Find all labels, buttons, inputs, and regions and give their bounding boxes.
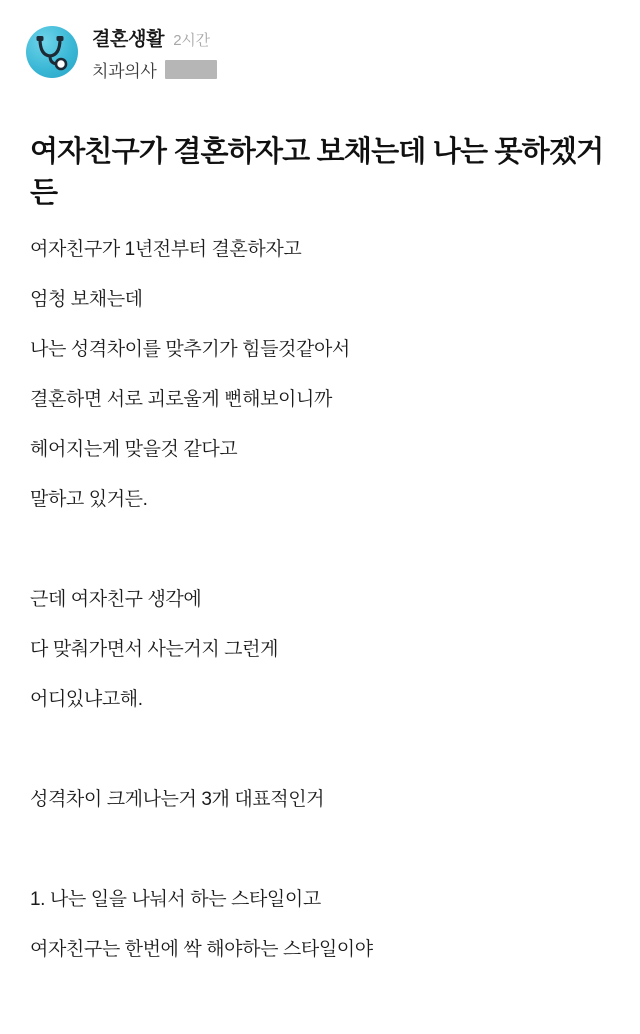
content-line: 엄청 보채는데: [30, 289, 143, 311]
content-line: 나는 성격차이를 맞추기가 힘들것같아서: [30, 339, 350, 361]
content-line: 어디있냐고해.: [30, 689, 143, 711]
post-meta: [92, 22, 217, 82]
post-body: [0, 96, 640, 961]
content-blank-line: [30, 540, 610, 561]
content-line: 근데 여자친구 생각에: [30, 589, 202, 611]
author-name-redaction: [165, 60, 217, 79]
post-meta-primary: [92, 24, 217, 51]
content-line: 성격차이 크게나는거 3개 대표적인거: [30, 789, 325, 811]
post-header: [0, 0, 640, 96]
board-name[interactable]: 결혼생활: [92, 29, 165, 50]
content-line: 1. 나는 일을 나눠서 하는 스타일이고: [30, 889, 321, 911]
content-blank-line: [30, 740, 610, 761]
avatar[interactable]: [26, 26, 78, 78]
content-blank-line: [30, 840, 610, 861]
author-job-label: 치과의사: [92, 62, 157, 81]
content-line: 여자친구가 1년전부터 결혼하자고: [30, 239, 302, 261]
content-line: 헤어지는게 맞을것 같다고: [30, 439, 238, 461]
post-meta-secondary: [92, 57, 217, 82]
content-line: 말하고 있거든.: [30, 489, 148, 511]
content-line: 결혼하면 서로 괴로울게 뻔해보이니까: [30, 389, 332, 411]
post-timestamp: 2시간: [173, 32, 210, 49]
content-line: 여자친구는 한번에 싹 해야하는 스타일이야: [30, 939, 373, 961]
post-content: [30, 240, 610, 961]
stethoscope-icon: [26, 26, 78, 78]
page-title: 여자친구가 결혼하자고 보채는데 나는 못하겠거든: [30, 136, 604, 210]
content-line: 다 맞춰가면서 사는거지 그런게: [30, 639, 279, 661]
